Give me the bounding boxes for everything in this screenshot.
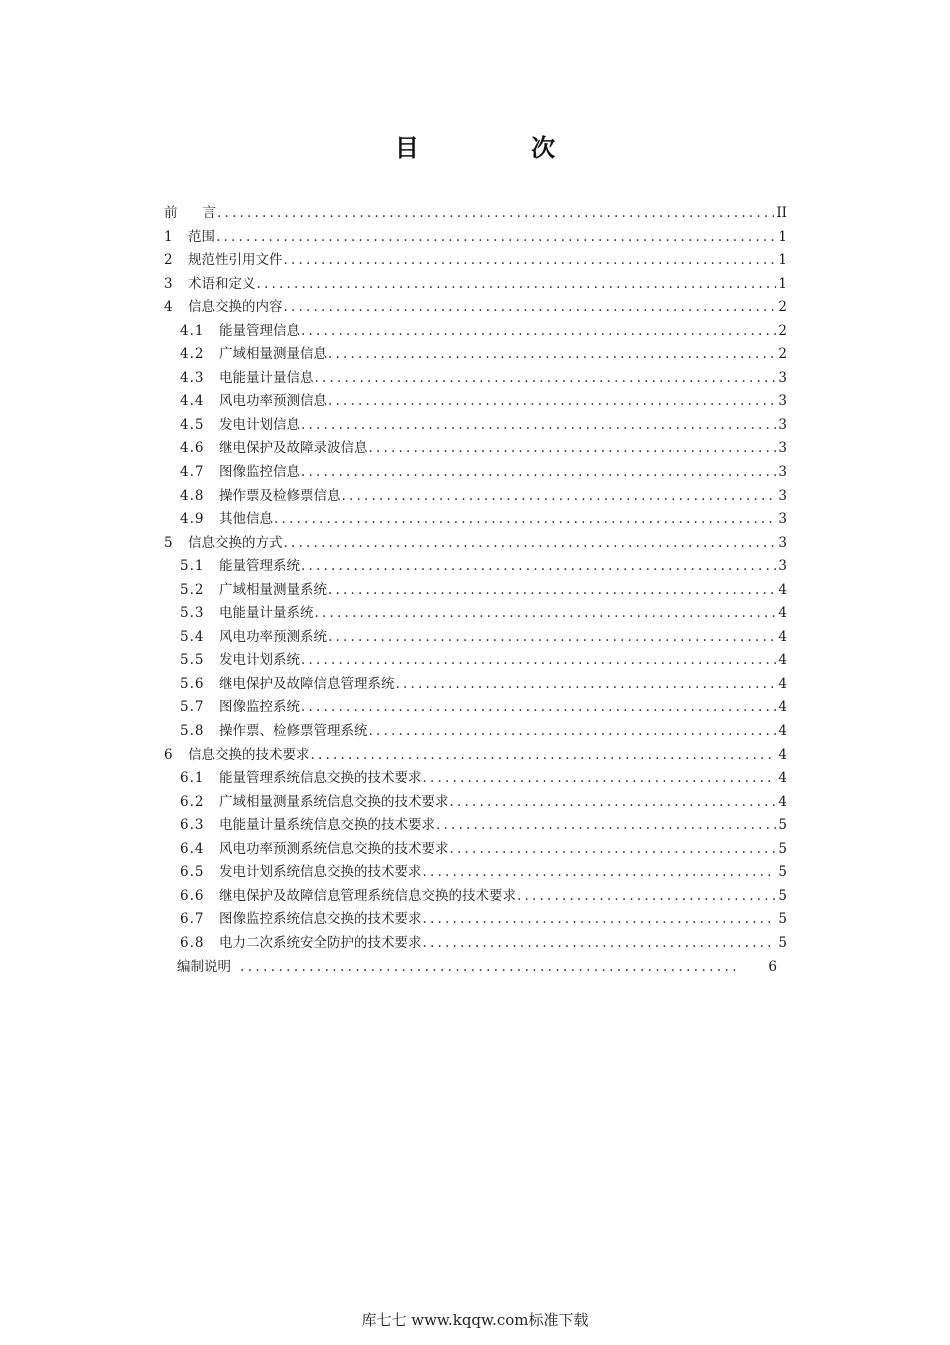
toc-entry-label: 操作票、检修票管理系统 [219,723,368,740]
toc-leader-dots [283,249,777,273]
toc-entry-number: 3 [164,275,173,292]
toc-entry-page: 2 [778,346,787,363]
toc-entry[interactable] [164,626,787,650]
toc-entry[interactable] [164,791,787,815]
toc-entry-page: 3 [778,369,787,386]
toc-leader-dots [449,791,777,815]
toc-entry-label: 广域相量测量系统信息交换的技术要求 [219,793,449,810]
toc-leader-dots [422,767,777,791]
toc-leader-dots [327,390,776,414]
toc-entry[interactable] [164,673,787,697]
toc-entry-number: 5.1 [180,558,205,575]
toc-entry-page: 4 [778,746,787,763]
toc-entry-label: 编制说明 [177,958,231,975]
toc-entry-label: 风电功率预测系统信息交换的技术要求 [219,840,449,857]
toc-entry-page: 4 [778,770,787,787]
toc-entry[interactable] [164,720,787,744]
toc-leader-dots [341,485,777,509]
toc-entry-label: 操作票及检修票信息 [219,487,341,504]
toc-entry-number: 4 [164,299,173,316]
toc-entry-label: 继电保护及故障录波信息 [219,440,368,457]
toc-entry-page: 3 [778,440,787,457]
toc-leader-dots [327,626,776,650]
toc-entry-label: 图像监控系统 [219,699,300,716]
toc-entry-number: 6.8 [180,934,205,951]
toc-entry-number: 6.5 [180,864,205,881]
toc-entry-number: 4.4 [180,393,205,410]
toc-entry[interactable] [164,767,787,791]
toc-leader-dots [300,414,776,438]
toc-leader-dots [449,838,777,862]
toc-entry-label: 广域相量测量信息 [219,346,327,363]
toc-entry-label: 图像监控系统信息交换的技术要求 [219,911,422,928]
toc-entry-page: 5 [778,887,787,904]
toc-leader-dots [256,273,777,297]
toc-entry[interactable] [164,649,787,673]
toc-entry-page: 3 [778,416,787,433]
page-title: 目 次 [394,134,608,162]
toc-entry[interactable] [164,414,787,438]
toc-entry-number: 6.3 [180,817,205,834]
toc-leader-dots [300,461,776,485]
toc-entry-label: 风电功率预测信息 [219,393,327,410]
toc-entry-label: 电能量计量信息 [219,369,314,386]
toc-entry-label: 电能量计量系统信息交换的技术要求 [219,817,435,834]
toc-entry-number: 4.8 [180,487,205,504]
toc-leader-dots [516,885,776,909]
toc-entry[interactable] [164,226,787,250]
toc-entry[interactable] [164,814,787,838]
toc-leader-dots [300,555,776,579]
toc-entry[interactable] [164,485,787,509]
toc-entry[interactable] [164,320,787,344]
toc-entry[interactable] [164,602,787,626]
toc-entry[interactable] [164,908,787,932]
toc-entry-number: 5.2 [180,581,205,598]
toc-entry-page: II [776,205,787,221]
toc-entry-label: 发电计划信息 [219,416,300,433]
toc-entry-label: 其他信息 [219,511,273,528]
toc-entry[interactable] [164,273,787,297]
toc-entry-page: 4 [778,793,787,810]
footer-watermark: 库七七 www.kqqw.com标准下载 [361,1311,589,1329]
toc-entry-number: 4.2 [180,346,205,363]
toc-entry[interactable] [164,555,787,579]
toc-entry-page: 1 [778,275,787,292]
toc-entry-number: 5.4 [180,628,205,645]
toc-entry-page: 4 [778,723,787,740]
toc-entry-label: 电能量计量系统 [219,605,314,622]
toc-entry-bianzhi[interactable] [164,956,787,980]
toc-entry-number: 6.4 [180,840,205,857]
toc-entry-page: 4 [778,675,787,692]
toc-entry-number: 4.9 [180,511,205,528]
toc-leader-dots [368,437,777,461]
toc-leader-dots [327,579,776,603]
toc-entry[interactable] [164,932,787,956]
toc-leader-dots [300,649,776,673]
toc-entry-number: 5.6 [180,675,205,692]
toc-entry[interactable] [164,696,787,720]
toc-leader-dots [368,720,777,744]
toc-entry-number: 5.8 [180,723,205,740]
toc-entry-label: 风电功率预测系统 [219,628,327,645]
toc-entry-number: 4.5 [180,416,205,433]
toc-leader-dots [327,343,776,367]
toc-entry-page: 6 [768,958,777,975]
toc-leader-dots [239,956,738,980]
toc-entry-label: 继电保护及故障信息管理系统 [219,675,395,692]
toc-entry-label: 规范性引用文件 [188,252,283,269]
toc-entry-page: 5 [778,911,787,928]
toc-entry-label: 广域相量测量系统 [219,581,327,598]
toc-entry-page: 3 [778,487,787,504]
toc-entry-number: 4.6 [180,440,205,457]
toc-entry-label: 能量管理信息 [219,322,300,339]
toc-entry-label: 发电计划系统信息交换的技术要求 [219,864,422,881]
toc-leader-dots [314,602,777,626]
toc-entry-number: 5 [164,534,173,551]
toc-leader-dots [422,861,777,885]
toc-entry-page: 4 [778,652,787,669]
toc-leader-dots [422,932,777,956]
toc-entry-label: 能量管理系统 [219,558,300,575]
toc-entry-number: 5.5 [180,652,205,669]
toc-entry-page: 1 [778,252,787,269]
toc-entry-page: 3 [778,558,787,575]
toc-entry[interactable] [164,744,787,768]
toc-leader-dots [215,226,776,250]
toc-entry-page: 4 [778,628,787,645]
toc-entry[interactable] [164,861,787,885]
toc-entry[interactable] [164,296,787,320]
toc-entry[interactable] [164,390,787,414]
toc-entry[interactable] [164,532,787,556]
toc-entry[interactable] [164,461,787,485]
toc-entry-label: 术语和定义 [188,275,256,292]
toc-leader-dots [422,908,777,932]
toc-entry-label: 电力二次系统安全防护的技术要求 [219,934,422,951]
toc-entry[interactable] [164,838,787,862]
toc-entry-page: 5 [778,840,787,857]
toc-entry-label: 信息交换的技术要求 [188,746,310,763]
toc-entry-page: 3 [778,534,787,551]
toc-entry-number: 5.3 [180,605,205,622]
toc-leader-dots [395,673,777,697]
toc-entry[interactable] [164,579,787,603]
toc-entry-number: 6.2 [180,793,205,810]
toc-entry-number: 2 [164,252,173,269]
toc-entry-label: 前言 [164,205,241,221]
toc-leader-dots [283,532,777,556]
toc-entry-page: 5 [778,934,787,951]
toc-entry-page: 5 [778,864,787,881]
toc-entry-page: 2 [778,299,787,316]
toc-entry-page: 4 [778,581,787,598]
toc-entry-label: 信息交换的方式 [188,534,283,551]
toc-entry[interactable] [164,343,787,367]
toc-entry-label: 发电计划系统 [219,652,300,669]
toc-leader-dots [273,508,776,532]
toc-entry-page: 4 [778,605,787,622]
toc-entry-number: 6.7 [180,911,205,928]
toc-entry-label: 能量管理系统信息交换的技术要求 [219,770,422,787]
toc-entry[interactable] [164,367,787,391]
toc-entry-page: 3 [778,393,787,410]
toc-entry-number: 6.6 [180,887,205,904]
toc-entry-number: 6 [164,746,173,763]
toc-entry[interactable] [164,437,787,461]
toc-entry-number: 5.7 [180,699,205,716]
toc-leader-dots [300,320,776,344]
toc-entry-number: 1 [164,228,173,245]
toc-entry-label: 继电保护及故障信息管理系统信息交换的技术要求 [219,887,516,904]
toc-entry-page: 1 [778,228,787,245]
toc-entry-preface[interactable] [164,202,787,226]
toc-entry-number: 4.1 [180,322,205,339]
toc-leader-dots [314,367,777,391]
table-of-contents [164,202,787,979]
toc-entry-number: 4.3 [180,369,205,386]
toc-entry[interactable] [164,249,787,273]
toc-leader-dots [216,202,774,226]
toc-entry-number: 4.7 [180,464,205,481]
toc-entry-page: 2 [778,322,787,339]
toc-entry[interactable] [164,885,787,909]
toc-entry-page: 3 [778,511,787,528]
toc-entry-number: 6.1 [180,770,205,787]
toc-leader-dots [310,744,777,768]
toc-entry-page: 5 [778,817,787,834]
toc-entry[interactable] [164,508,787,532]
toc-entry-label: 范围 [188,228,215,245]
toc-entry-page: 3 [778,464,787,481]
toc-entry-label: 信息交换的内容 [188,299,283,316]
toc-entry-label: 图像监控信息 [219,464,300,481]
toc-entry-page: 4 [778,699,787,716]
toc-leader-dots [283,296,777,320]
toc-leader-dots [435,814,776,838]
toc-leader-dots [300,696,776,720]
